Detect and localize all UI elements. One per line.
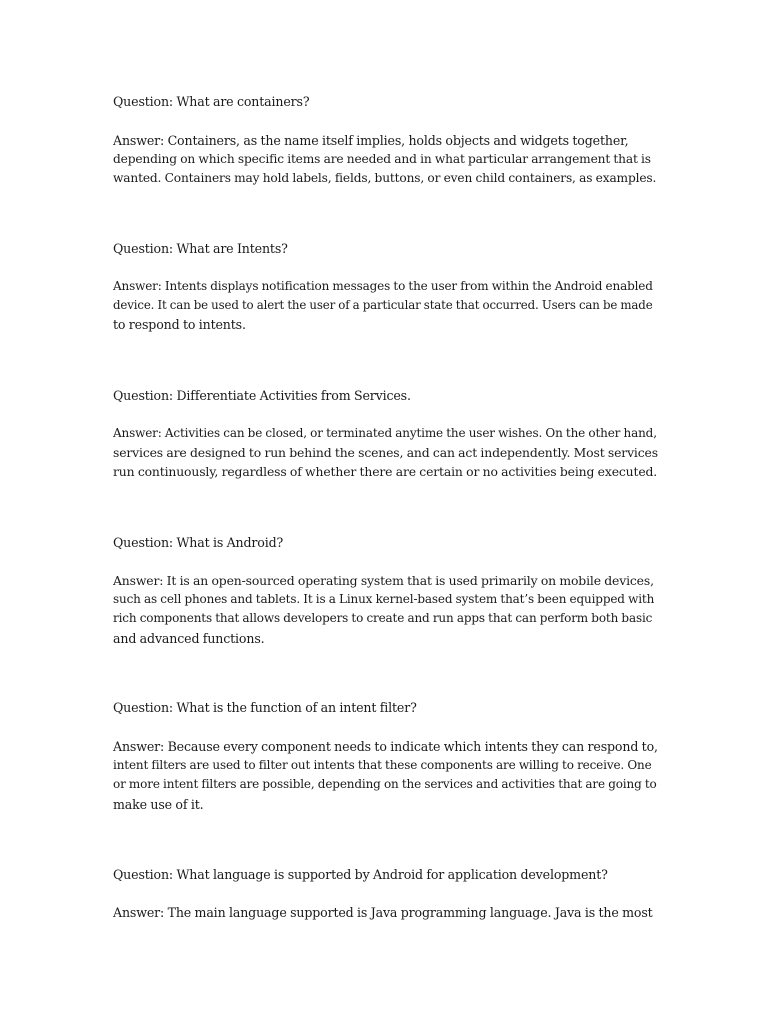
question-6 xyxy=(113,865,658,884)
answer-line: Answer: Containers, as the name itself implies, holds objects and widgets together, xyxy=(113,133,629,148)
answer-line: make use of it. xyxy=(113,796,204,812)
question-text: Question: What language is supported by Android for application development? xyxy=(113,867,608,882)
answer-2 xyxy=(113,277,658,335)
question-3 xyxy=(113,386,658,405)
question-text: Question: Differentiate Activities from Services. xyxy=(113,388,411,403)
answer-line: Answer: Activities can be closed, or terminated anytime the user wishes. On the other hand, xyxy=(113,426,657,440)
answer-line: wanted. Containers may hold labels, fields, buttons, or even child containers, as examples. xyxy=(113,171,657,186)
answer-line: Answer: Intents displays notification messages to the user from within the Android enabled xyxy=(113,279,653,293)
answer-line: Answer: It is an open-sourced operating system that is used primarily on mobile devices, xyxy=(113,573,654,588)
answer-line: Answer: Because every component needs to indicate which intents they can respond to, xyxy=(113,739,658,754)
answer-3 xyxy=(113,424,658,482)
question-5 xyxy=(113,698,658,717)
answer-4 xyxy=(113,571,658,648)
question-4 xyxy=(113,533,658,552)
answer-line: rich components that allows developers to create and run apps that can perform both basic xyxy=(113,611,653,626)
answer-line: Answer: The main language supported is Java programming language. Java is the most xyxy=(113,905,653,920)
answer-1 xyxy=(113,131,658,189)
answer-line: such as cell phones and tablets. It is a Linux kernel-based system that’s been equipped with xyxy=(113,592,655,607)
question-1 xyxy=(113,92,658,111)
question-text: Question: What are Intents? xyxy=(113,241,288,256)
question-text: Question: What is Android? xyxy=(113,535,284,550)
question-text: Question: What is the function of an intent filter? xyxy=(113,700,417,715)
question-2 xyxy=(113,239,658,258)
question-text: Question: What are containers? xyxy=(113,94,310,109)
answer-line: depending on which specific items are needed and in what particular arrangement that is xyxy=(113,152,651,167)
answer-line: run continuously, regardless of whether there are certain or no activities being executed. xyxy=(113,464,658,480)
answer-line: device. It can be used to alert the user of a particular state that occurred. Users can be made xyxy=(113,298,653,313)
answer-6 xyxy=(113,903,658,922)
answer-line: services are designed to run behind the scenes, and can act independently. Most services xyxy=(113,445,658,461)
answer-5 xyxy=(113,737,658,814)
answer-line: to respond to intents. xyxy=(113,317,246,333)
answer-line: intent filters are used to filter out intents that these components are willing to receive. One xyxy=(113,758,652,773)
answer-line: and advanced functions. xyxy=(113,630,265,646)
answer-line: or more intent filters are possible, depending on the services and activities that are going to xyxy=(113,777,657,792)
